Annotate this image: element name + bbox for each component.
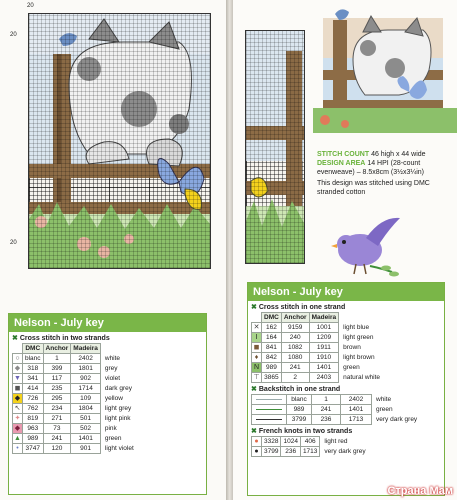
anchor-value: 1082 — [281, 343, 309, 353]
table-row — [252, 447, 368, 457]
cross-stitch-icon: ✖ — [12, 335, 18, 342]
table-row — [252, 415, 420, 425]
anchor-value: 1080 — [281, 353, 309, 363]
anchor-value: 117 — [43, 374, 71, 384]
left-page — [0, 0, 226, 500]
section-label: Cross stitch in one strand — [258, 304, 346, 311]
dmc-value: 3328 — [262, 437, 281, 447]
color-name: white — [104, 355, 121, 362]
stitch-symbol: ▼ — [14, 375, 21, 382]
dmc-value: 989 — [23, 434, 44, 444]
dmc-value: 762 — [23, 404, 44, 414]
stitch-symbol: N — [252, 363, 262, 373]
chart-side-number: 20 — [10, 240, 17, 246]
section-label: Cross stitch in two strands — [19, 335, 110, 342]
anchor-header: Anchor — [43, 344, 71, 354]
madeira-value: 1713 — [300, 447, 319, 457]
key-box-right — [247, 282, 445, 496]
madeira-value: 2403 — [309, 373, 339, 383]
key-title: Nelson - July key — [248, 283, 444, 301]
dmc-value: blanc — [23, 354, 44, 364]
color-name: natural white — [343, 374, 380, 381]
color-name: light grey — [104, 405, 132, 412]
anchor-value: 236 — [281, 447, 300, 457]
stitch-symbol: ◆ — [13, 364, 23, 374]
section-label: French knots in two strands — [258, 428, 353, 435]
stitch-symbol: ✦ — [13, 414, 23, 424]
madeira-value: 902 — [71, 374, 101, 384]
table-row — [13, 434, 136, 444]
madeira-header: Madeira — [309, 313, 339, 323]
dmc-value: 3747 — [23, 444, 44, 454]
anchor-value: 120 — [43, 444, 71, 454]
backstitch-line-icon — [256, 419, 282, 420]
design-info — [317, 150, 457, 197]
anchor-value: 9159 — [281, 323, 309, 333]
madeira-value: 1714 — [71, 384, 101, 394]
stitch-symbol: ○ — [13, 354, 23, 364]
anchor-value: 241 — [281, 363, 309, 373]
table-row — [252, 333, 383, 343]
cross-stitch-icon: ✖ — [251, 304, 257, 311]
anchor-value: 241 — [43, 434, 71, 444]
color-name: light pink — [104, 415, 131, 422]
table-row — [252, 353, 383, 363]
stitch-symbol: ⊤ — [253, 374, 260, 381]
madeira-value: 1911 — [309, 343, 339, 353]
madeira-value: 502 — [71, 424, 101, 434]
color-name: white — [376, 396, 392, 403]
line-swatch — [252, 405, 287, 415]
dmc-value: 162 — [262, 323, 282, 333]
stitch-symbol: ◼ — [252, 343, 262, 353]
stitch-count-value: 46 high x 44 wide — [371, 151, 426, 158]
key-title: Nelson - July key — [9, 314, 206, 332]
right-french-table — [251, 436, 368, 457]
color-name: brown — [343, 344, 361, 351]
design-note: This design was stitched using DMC stranded cotton — [317, 180, 430, 196]
table-row — [252, 395, 420, 405]
anchor-value: 236 — [312, 415, 341, 425]
anchor-value: 2 — [281, 373, 309, 383]
site-watermark — [387, 485, 453, 497]
right-backstitch-table — [251, 394, 420, 425]
color-name: very dark grey — [324, 448, 366, 455]
madeira-value: 1713 — [341, 415, 372, 425]
madeira-value: 1401 — [341, 405, 372, 415]
color-name: light blue — [343, 324, 370, 331]
color-name: dark grey — [104, 385, 132, 392]
stitch-symbol: ● — [252, 447, 262, 457]
madeira-value: 1401 — [71, 434, 101, 444]
madeira-value: 501 — [71, 414, 101, 424]
color-name: green — [104, 435, 122, 442]
table-row — [13, 404, 136, 414]
table-row — [13, 364, 136, 374]
dmc-value: 3799 — [262, 447, 281, 457]
color-name: light brown — [343, 354, 375, 361]
design-area-label: DESIGN AREA — [317, 160, 366, 167]
stitch-symbol: ◼ — [13, 384, 23, 394]
madeira-value: 1801 — [71, 364, 101, 374]
table-row — [13, 394, 136, 404]
stitch-symbol: ↖ — [13, 404, 23, 414]
anchor-value: 271 — [43, 414, 71, 424]
table-row — [13, 444, 136, 454]
cross-stitch-section-title — [248, 301, 444, 312]
stitch-symbol: ▲ — [14, 435, 21, 442]
stitch-symbol: ♦ — [252, 353, 262, 363]
anchor-value: 240 — [281, 333, 309, 343]
anchor-value: 1 — [43, 354, 71, 364]
table-row — [13, 424, 136, 434]
chart-side-number: 20 — [10, 32, 17, 38]
chart-top-number: 20 — [27, 3, 34, 9]
cross-stitch-icon: ✖ — [251, 428, 257, 435]
madeira-value: 1209 — [309, 333, 339, 343]
symbol-column-header — [252, 313, 262, 323]
madeira-header: Madeira — [71, 344, 101, 354]
anchor-value: 1 — [312, 395, 341, 405]
dmc-value: 819 — [23, 414, 44, 424]
watermark-text: Страна Мам — [387, 485, 453, 497]
dmc-header: DMC — [23, 344, 44, 354]
madeira-value: 1910 — [309, 353, 339, 363]
line-swatch — [252, 395, 287, 405]
stitch-count-label: STITCH COUNT — [317, 151, 370, 158]
madeira-value: 109 — [71, 394, 101, 404]
dmc-value: 841 — [262, 343, 282, 353]
table-row — [13, 354, 136, 364]
color-name: light violet — [104, 445, 134, 452]
bird-illustration — [330, 208, 410, 280]
color-name: violet — [104, 375, 121, 382]
chart-grid-overlay — [29, 14, 210, 268]
madeira-value: 2402 — [71, 354, 101, 364]
color-name: green — [343, 364, 360, 371]
table-row — [252, 343, 383, 353]
french-knots-section-title — [248, 425, 444, 436]
chart-grid-overlay — [246, 31, 304, 263]
dmc-value: 164 — [262, 333, 282, 343]
madeira-value: 1401 — [309, 363, 339, 373]
table-row — [13, 414, 136, 424]
cross-stitch-chart-left — [28, 13, 211, 269]
section-label: Backstitch in one strand — [258, 386, 341, 393]
color-name-header — [339, 313, 382, 323]
color-name: light green — [343, 334, 374, 341]
backstitch-line-icon — [256, 399, 282, 400]
table-row — [252, 323, 383, 333]
color-name: light red — [324, 438, 348, 445]
key-box-left — [8, 313, 207, 495]
stitch-symbol: ◆ — [13, 394, 23, 404]
anchor-value: 73 — [43, 424, 71, 434]
dmc-value: 726 — [23, 394, 44, 404]
anchor-value: 399 — [43, 364, 71, 374]
color-name: green — [376, 406, 393, 413]
table-row — [252, 437, 368, 447]
stitch-symbol: ◆ — [13, 424, 23, 434]
anchor-value: 235 — [43, 384, 71, 394]
anchor-value: 1024 — [281, 437, 300, 447]
finished-design-photo — [313, 0, 457, 133]
color-name: yellow — [104, 395, 123, 402]
dmc-value: 318 — [23, 364, 44, 374]
table-row — [13, 384, 136, 394]
anchor-value: 295 — [43, 394, 71, 404]
backstitch-line-icon — [256, 409, 282, 410]
left-key-table — [12, 343, 136, 454]
cross-stitch-icon: ✖ — [251, 386, 257, 393]
dmc-value: blanc — [287, 395, 312, 405]
cross-stitch-chart-right — [245, 30, 305, 264]
right-cross-table — [251, 312, 383, 383]
anchor-header: Anchor — [281, 313, 309, 323]
color-name-header — [100, 344, 135, 354]
madeira-value: 406 — [300, 437, 319, 447]
color-name: very dark grey — [376, 416, 418, 423]
madeira-value: 1001 — [309, 323, 339, 333]
stitch-symbol: ✕ — [252, 323, 262, 333]
page-gutter — [226, 0, 233, 500]
color-name: pink — [104, 425, 117, 432]
table-row — [252, 373, 383, 383]
table-row — [13, 374, 136, 384]
dmc-value: 842 — [262, 353, 282, 363]
color-name: grey — [104, 365, 118, 372]
dmc-value: 989 — [262, 363, 282, 373]
madeira-value: 1804 — [71, 404, 101, 414]
design-area-line — [317, 159, 457, 177]
design-area-value: 14 HPI (28-count evenweave) – 8.5x8cm (3½x3¼in) — [317, 160, 424, 176]
anchor-value: 234 — [43, 404, 71, 414]
symbol-column-header — [13, 344, 23, 354]
anchor-value: 241 — [312, 405, 341, 415]
dmc-value: 3865 — [262, 373, 282, 383]
dmc-header: DMC — [262, 313, 282, 323]
stitch-symbol: ● — [252, 437, 262, 447]
madeira-value: 2402 — [341, 395, 372, 405]
dmc-value: 414 — [23, 384, 44, 394]
table-row — [252, 363, 383, 373]
dmc-value: 963 — [23, 424, 44, 434]
dmc-value: 341 — [23, 374, 44, 384]
line-swatch — [252, 415, 287, 425]
cross-stitch-section-title — [9, 332, 206, 343]
backstitch-section-title — [248, 383, 444, 394]
stitch-symbol: • — [13, 444, 23, 454]
stitch-count-line — [317, 150, 457, 159]
dmc-value: 989 — [287, 405, 312, 415]
madeira-value: 901 — [71, 444, 101, 454]
dmc-value: 3799 — [287, 415, 312, 425]
table-row — [252, 405, 420, 415]
stitch-symbol: I — [252, 333, 262, 343]
